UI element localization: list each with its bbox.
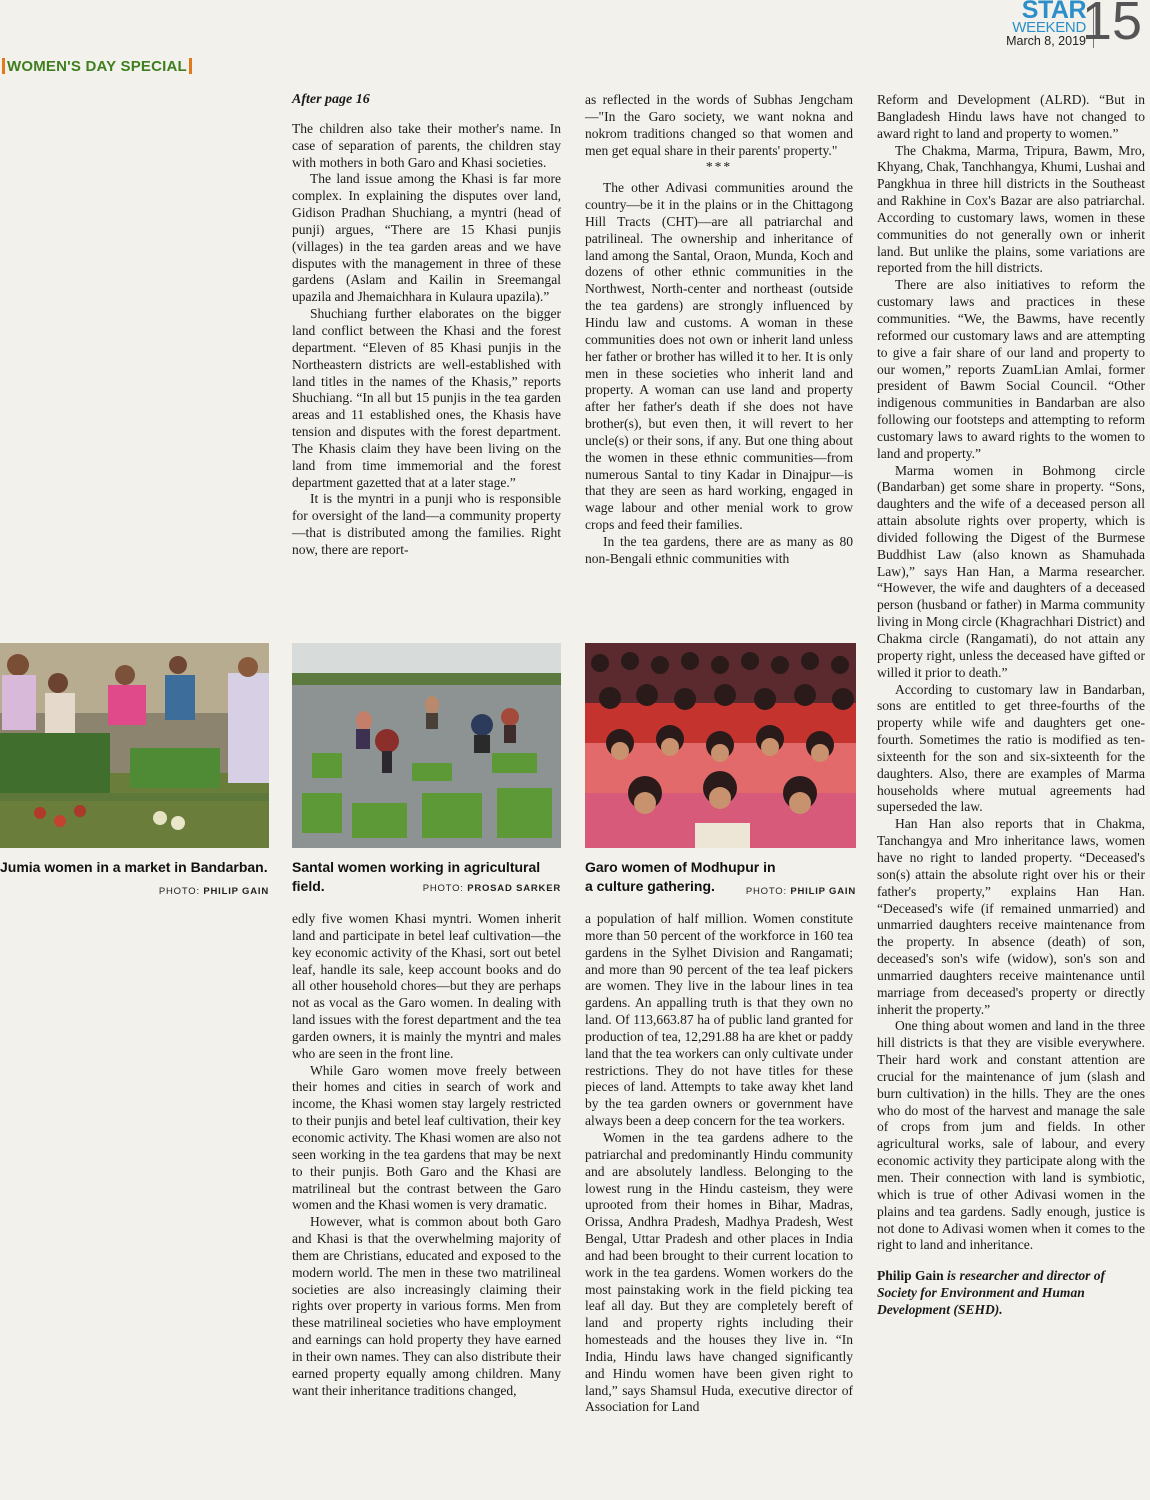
photo-caption-1: Jumia women in a market in Bandarban.: [0, 859, 268, 875]
paragraph: Marma women in Bohmong circle (Bandarban) get some share in property. “Sons, daughters and the wife of a deceased person all attain absolute rights over property, which is divided following the Digest of the Burmese Buddhist Law (also known as Shamuhada Law),” says Han Han, a Marma researcher. “However, the wife and daughters of a deceased person (husband or father) in Marma community living in Mong circle (Khagrachhari District) and Chakma circle (Rangamati), do not attain any property right, unless the deceased have gifted or willed it prior to death.”: [877, 462, 1145, 680]
section-bar-left: [2, 58, 5, 74]
paragraph: The Chakma, Marma, Tripura, Bawm, Mro, Khyang, Chak, Tanchhangya, Khumi, Lushai and Pangkhua in three hill districts in the Southeast and Rakhine in Cox's Bazar are also patriarchal. According to customary laws, women in these communities do not generally own or inherit land. But unlike the plains, some variations are reported from the hill districts.: [877, 142, 1145, 276]
continued-from: After page 16: [292, 92, 370, 107]
separator: ***: [705, 159, 733, 175]
paragraph: as reflected in the words of Subhas Jengcham—"In the Garo society, we want nokna and nokrom traditions changed so that women and men get equal share in their parents' property.": [585, 92, 853, 158]
credit-name: PROSAD SARKER: [467, 883, 561, 894]
paragraph: Women in the tea gardens adhere to the patriarchal and predominantly Hindu community and are absolutely landless. Belonging to the lowest rung in the Hindu casteism, they were uprooted from their homes in Bihar, Madras, Orissa, Andhra Pradesh, Madhya Pradesh, West Bengal, Uttar Pradesh and other places in India and had been brought to their current location to work in the tea gardens. Women workers do the most painstaking work in the field picking tea leaf all day. But they are completely bereft of land and property rights including their homesteads and the houses they live in. “In India, Hindu laws have changed significantly and Hindu women have been given right to land,” says Shamsul Huda, executive director of Association for Land: [585, 1129, 853, 1415]
credit-label: PHOTO:: [422, 883, 464, 894]
section-label: WOMEN'S DAY SPECIAL: [7, 57, 187, 75]
photo-market-bandarban: [0, 643, 269, 848]
paragraph: While Garo women move freely between their homes and cities in search of work and income, the Khasi women stay largely restricted to their punjis and betel leaf cultivation, their key economic activity. The Khasi women are also not seen working in the tea gardens that may be next to their punjis. Both Garo and the Khasi are matrilineal but the contrast between the Garo women and the Khasi women is very dramatic.: [292, 1062, 561, 1213]
author-name: Philip Gain: [877, 1268, 944, 1284]
paragraph: There are also initiatives to reform the customary laws and practices in these communities. “We, the Bawms, have recently reformed our customary laws and are attempting to give a fair share of our land and property to our women,” reports ZuamLian Amlai, former president of Bawm Social Council. “Other indigenous communities in Bandarban are also following our footsteps and attempting to reform customary laws to award rights to the women to land and property.”: [877, 277, 1145, 461]
author-byline: [877, 1268, 1145, 1319]
masthead: [992, 0, 1142, 52]
column-2-top: [585, 92, 853, 568]
column-2-bottom: [585, 911, 853, 1416]
paragraph: The other Adivasi communities around the country—be it in the plains or in the Chittagong Hill Tracts (CHT)—are all patriarchal and patrilineal. The ownership and inheritance of land among the Santal, Oraon, Munda, Koch and dozens of other ethnic communities in the Northwest, North-center and northeast (outside the tea gardens) are strongly influenced by Hindu law and customs. A woman in these communities does not own or inherit land unless her father or brother has willed it to her. It is only men in these societies who inherit land and property. A woman can use land and property after her father's death if she does not have brother(s), but even then, it will revert to her uncle(s) or their sons, if any. But one thing about the women in these ethnic communities—from numerous Santal to tiny Kadar in Dinajpur—is that they are seen as hard working, engaged in wage labour and other menial work to grow crops and feed their families.: [585, 180, 853, 533]
paragraph: According to customary law in Bandarban, sons are entitled to get three-fourths of the property while wife and daughters get one-fourth. Sometimes the ratio is modified as ten-sixteenth for the son and six-sixteenth for the daughters. Also, there are examples of Marma households where mutual agreements had superseded the law.: [877, 681, 1145, 815]
photo-santal-field: [292, 643, 561, 848]
paragraph: It is the myntri in a punji who is responsible for oversight of the land—a community property—that is distributed among the families. Right now, there are report-: [292, 491, 561, 557]
section-bar-right: [189, 58, 192, 74]
photo-credit-3: [585, 886, 856, 898]
paragraph: However, what is common about both Garo and Khasi is that the overwhelming majority of them are Christians, educated and exposed to the modern world. The men in these two matrilineal societies are also increasingly claiming their rights over property in various forms. Men from these matrilineal societies who have employment and earnings can hold property they have earned in their own names. They can also distribute their earned property equally among children. Many want their inheritance traditions changed,: [292, 1214, 561, 1398]
paragraph: Han Han also reports that in Chakma, Tanchangya and Mro inheritance laws, women have no right to landed property. “Deceased's son(s) attain the absolute right over his or their father's property,” explains Han Han. “Deceased's wife (if remained unmarried) and unmarried daughters receive maintenance from the property. In absence (death) of son, deceased's son's wife (widow), son's son and unmarried daughters receive maintenance until marriage from deceased's property or directly inherit the property.”: [877, 816, 1145, 1017]
brand-logo: STAR: [1021, 0, 1086, 24]
crowd-illustration: [585, 643, 856, 848]
author-role: is researcher and director of Society for Environment and Human Development (SEHD).: [877, 1268, 1106, 1317]
paragraph: Shuchiang further elaborates on the bigger land conflict between the Khasi and the forest department. “Eleven of 85 Khasi punjis in the Northeastern districts are well-established with land titles in the names of the Khasis,” reports Shuchiang. “In all but 15 punjis in the tea garden areas and 11 established ones, the Khasis have tension and disputes with the forest department. The Khasis claim they have been living on the land from time immemorial and the forest department gazetted that at a later stage.”: [292, 306, 561, 490]
paragraph: a population of half million. Women constitute more than 50 percent of the workforce in 160 tea gardens in the Sylhet Division and Rangamati; and more than 90 percent of the tea leaf pickers are women. They live in the labour lines in tea gardens. An appalling truth is that they own no land. Of 113,663.87 ha of public land granted for production of tea, 12,291.88 ha are khet or paddy land that the tea workers can only cultivate under restrictions. They do not have titles for these pieces of land. Attempts to take away khet land by the tea garden owners or government have always been a deep concern for the tea workers.: [585, 911, 853, 1129]
column-3: [877, 92, 1145, 1319]
paragraph: One thing about women and land in the three hill districts is that they are visible everywhere. Their hard work and constant attention are crucial for the maintenance of jum (slash and burn cultivation) in the hills. They are the ones who do most of the harvest and manage the sale of crops from jum and fields. In other agricultural works, sale of labour, and every economic activity they participate along with the men. Their connection with land is symbiotic, which is true of other Adivasi women in the plains and tea gardens. Sadly enough, justice is not done to Adivasi women when it comes to the right to land and inheritance.: [877, 1018, 1145, 1253]
credit-name: PHILIP GAIN: [203, 886, 269, 897]
paragraph: The land issue among the Khasi is far more complex. In explaining the disputes over land, Gidison Pradhan Shuchiang, a myntri (head of punji) argues, “There are 15 Khasi punjis (villages) in the tea garden areas and we have disputes with the management in three of these gardens (Aslam and Kailin in Sreemangal upazila and Jhemaichhara in Kulaura upazila).”: [292, 171, 561, 305]
brand-sub: WEEKEND: [1012, 19, 1086, 36]
photo-credit-1: [0, 886, 269, 898]
column-1-top: [292, 92, 561, 559]
photo-garo-gathering: [585, 643, 856, 848]
photo-caption-3: Garo women of Modhupur in a culture gathering.: [585, 859, 776, 894]
page-number: 15: [1081, 0, 1142, 51]
paragraph: In the tea gardens, there are as many as 80 non-Bengali ethnic communities with: [585, 533, 853, 566]
paragraph: The children also take their mother's name. In case of separation of parents, the children stay with mothers in both Garo and Khasi societies.: [292, 120, 561, 170]
credit-label: PHOTO:: [745, 886, 787, 897]
column-1-bottom: [292, 911, 561, 1399]
paragraph: edly five women Khasi myntri. Women inherit land and participate in betel leaf cultivation—the key economic activity of the Khasi, sort out betel leaf, handle its sale, keep account books and do all other household chores—but they are perhaps not as vocal as the Garo women. In dealing with land issues with the forest department and the tea garden owners, it is mainly the myntri and males who are seen in the front line.: [292, 911, 561, 1061]
credit-label: PHOTO:: [158, 886, 200, 897]
photo-caption-2: Santal women working in agricultural field.: [292, 859, 541, 894]
credit-name: PHILIP GAIN: [790, 886, 856, 897]
field-illustration: [292, 643, 561, 848]
market-illustration: [0, 643, 269, 848]
section-tag: [0, 56, 194, 76]
issue-date: March 8, 2019: [1006, 34, 1086, 48]
photo-credit-2: [292, 883, 561, 895]
paragraph: Reform and Development (ALRD). “But in Bangladesh Hindu laws have not changed to award right to land and property to women.”: [877, 92, 1145, 141]
